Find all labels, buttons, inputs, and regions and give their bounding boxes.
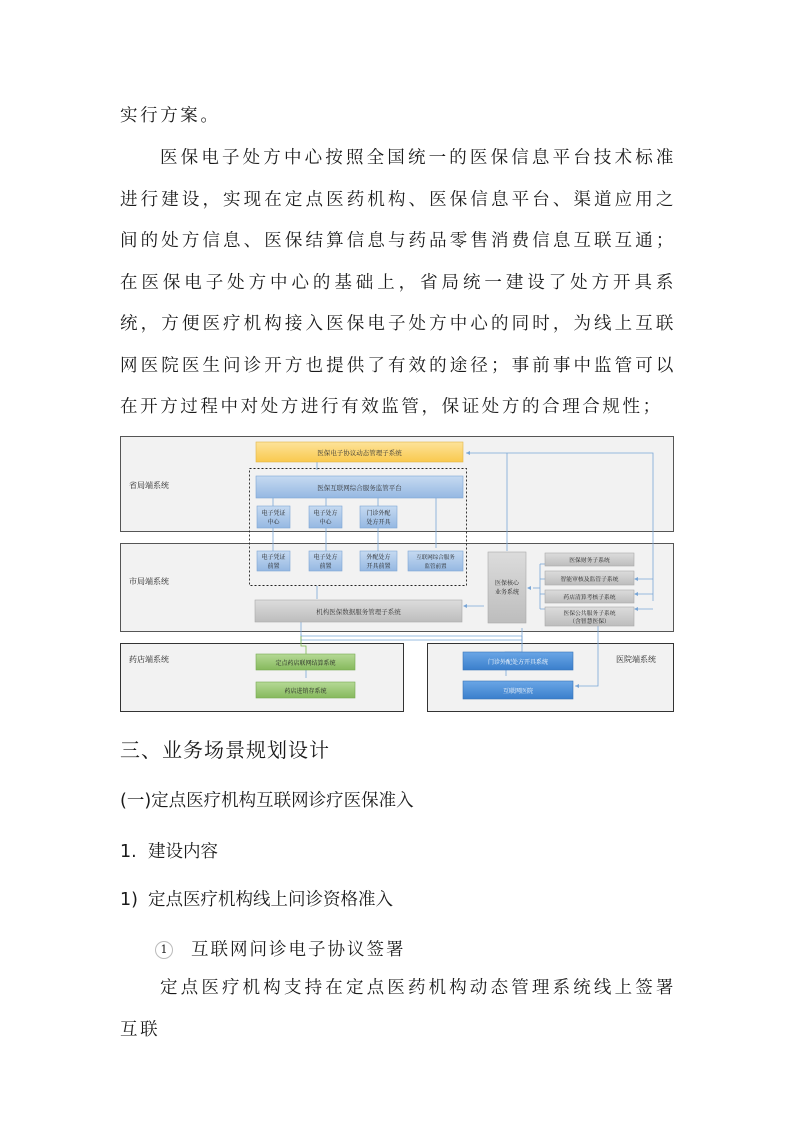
circled-number: 1	[155, 941, 173, 959]
heading-text: 定点医疗机构线上问诊资格准入	[148, 890, 393, 910]
diagram-label: 医保互联网综合服务监管平台	[317, 484, 402, 492]
diagram-label: 电子凭证	[261, 554, 286, 561]
diagram-label: 药店清算考核子系统	[563, 595, 616, 601]
architecture-diagram	[120, 436, 674, 712]
diagram-connector	[301, 634, 522, 640]
diagram-label: 中心	[319, 519, 332, 526]
item-text: 互联网问诊电子协议签署	[191, 940, 406, 960]
heading-level3	[120, 838, 218, 863]
diagram-label: （含智慧医保）	[569, 619, 610, 625]
diagram-label: 药店进销存系统	[284, 688, 327, 695]
paragraph-item-body: 定点医疗机构支持在定点医药机构动态管理系统线上签署互联	[120, 978, 676, 1040]
layer-label-hospital: 医院端系统	[616, 655, 656, 664]
numbered-item	[155, 936, 406, 961]
layer-label-province: 省局端系统	[129, 481, 169, 490]
diagram-label: 中心	[267, 519, 280, 526]
subsection-heading: (一)定点医疗机构互联网诊疗医保准入	[120, 791, 414, 811]
heading-level4	[120, 886, 393, 911]
diagram-label: 外配处方	[366, 554, 391, 561]
diagram-label: 前置	[267, 563, 280, 570]
diagram-label: 业务系统	[494, 589, 520, 596]
diagram-label: 医保电子协议动态管理子系统	[317, 449, 402, 457]
diagram-label: 互联网综合服务	[416, 555, 455, 561]
layer-label-pharmacy: 药店端系统	[129, 655, 169, 664]
diagram-label: 智能审核及监管子系统	[560, 577, 619, 583]
diagram-label: 互联网医院	[502, 688, 534, 695]
heading-number: 1)	[120, 890, 138, 910]
diagram-label: 电子处方	[313, 510, 338, 517]
diagram-label: 医保核心	[494, 580, 520, 587]
diagram-label: 电子处方	[313, 554, 338, 561]
diagram-label: 开具前置	[366, 563, 391, 570]
box-core-business	[488, 552, 526, 623]
diagram-label: 医保公共服务子系统	[563, 611, 616, 617]
diagram-label: 机构医保数据服务管理子系统	[316, 608, 401, 616]
diagram-label: 监管前置	[424, 564, 447, 570]
paragraph-main: 医保电子处方中心按照全国统一的医保信息平台技术标准进行建设，实现在定点医药机构、医保信息平台、渠道应用之间的处方信息、医保结算信息与药品零售消费信息互联互通；在医保电子处方中心的基础上，省局统一建设了处方开具系统，方便医疗机构接入医保电子处方中心的同时，为线上互联网医院医生问诊开方也提供了有效的途径；事前事中监管可以在开方过程中对处方进行有效监管，保证处方的合理合规性；	[120, 148, 676, 417]
heading-text: 建设内容	[148, 842, 218, 862]
diagram-label: 定点药店联网结算系统	[275, 660, 336, 667]
layer-label-city: 市局端系统	[129, 577, 169, 586]
diagram-label: 门诊外配	[366, 510, 391, 517]
paragraph-intro-tail: 实行方案。	[120, 106, 221, 126]
diagram-label: 医保财务子系统	[569, 558, 610, 564]
heading-number: 1.	[120, 842, 137, 862]
section-heading: 三、业务场景规划设计	[120, 738, 330, 762]
diagram-label: 前置	[319, 563, 332, 570]
diagram-label: 处方开具	[366, 519, 391, 526]
diagram-label: 门诊外配处方开具系统	[487, 659, 549, 666]
diagram-label: 电子凭证	[261, 510, 286, 517]
